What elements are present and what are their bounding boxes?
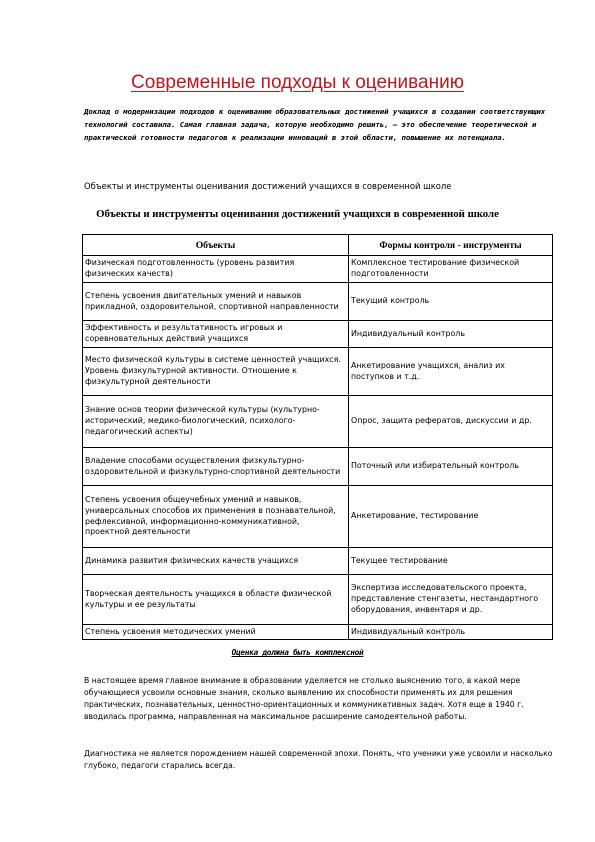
- table-row: [83, 625, 553, 640]
- assessment-heading: Оценка должна быть комплексной: [231, 648, 364, 657]
- table-cell-object: Динамика развития физических качеств учащихся: [83, 548, 349, 575]
- table-row: [83, 448, 553, 486]
- section-subtitle-plain: Объекты и инструменты оценивания достижений учащихся в современной школе: [84, 181, 452, 191]
- objects-instruments-table: [82, 234, 553, 640]
- table-cell-instrument: Текущий контроль: [349, 283, 553, 321]
- table-header-row: [83, 235, 553, 256]
- table-caption: Объекты и инструменты оценивания достижений учащихся в современной школе: [96, 208, 499, 220]
- body-paragraph: Диагностика не является порождением нашей современной эпохи. Понять, что ученики уже усвоили и насколько глубоко, педагоги старались всегда.: [84, 749, 553, 770]
- table-cell-instrument: Поточный или избирательный контроль: [349, 448, 553, 486]
- table-cell-object: Владение способами осуществления физкультурно-оздоровительной и физкультурно-спортивной деятельности: [83, 448, 349, 486]
- table-row: [83, 321, 553, 348]
- body-paragraph: В настоящее время главное внимание в образовании уделяется не столько выяснению того, в какой мере обучающиеся усвоили основные знания, сколько выявлению их способности применять их для решения практических, познавательных, ценностно-ориентационных и коммуникативных задач. Хотя еще в 1940 г. вводилась программа, направленная на максимальное расширение самодеятельной работы.: [84, 676, 524, 721]
- table-row: [83, 396, 553, 448]
- table-row: [83, 256, 553, 283]
- table-cell-instrument: Текущее тестирование: [349, 548, 553, 575]
- table-cell-object: Творческая деятельность учащихся в области физической культуры и ее результаты: [83, 575, 349, 625]
- table-cell-instrument: Комплексное тестирование физической подготовленности: [349, 256, 553, 283]
- table-cell-object: Эффективность и результативность игровых и соревновательных действий учащихся: [83, 321, 349, 348]
- table-cell-object: Место физической культуры в системе ценностей учащихся. Уровень физкультурной активности. Отношение к физкультурной деятельности: [83, 348, 349, 396]
- table-cell-object: Знание основ теории физической культуры (культурно-исторический, медико-биологический, психолого-педагогический аспекты): [83, 396, 349, 448]
- column-header-instruments: Формы контроля - инструменты: [349, 235, 553, 256]
- table-row: [83, 548, 553, 575]
- table-cell-object: Степень усвоения двигательных умений и навыков прикладной, оздоровительной, спортивной направленности: [83, 283, 349, 321]
- table-cell-object: Физическая подготовленность (уровень развития физических качеств): [83, 256, 349, 283]
- table-row: [83, 348, 553, 396]
- page-title: Современные подходы к оцениванию: [131, 72, 464, 93]
- column-header-objects: Объекты: [83, 235, 349, 256]
- table-cell-instrument: Экспертиза исследовательского проекта, представление стенгазеты, нестандартного оборудования, инвентаря и др.: [349, 575, 553, 625]
- table-cell-object: Степень усвоения общеучебных умений и навыков, универсальных способов их применения в познавательной, рефлексивной, информационно-коммуникативной, проектной деятельности: [83, 486, 349, 548]
- table-cell-instrument: Индивидуальный контроль: [349, 625, 553, 640]
- table-cell-instrument: Индивидуальный контроль: [349, 321, 553, 348]
- table-cell-object: Степень усвоения методических умений: [83, 625, 349, 640]
- table-row: [83, 575, 553, 625]
- table-row: [83, 283, 553, 321]
- table-cell-instrument: Опрос, защита рефератов, дискуссии и др.: [349, 396, 553, 448]
- table-cell-instrument: Анкетирование учащихся, анализ их поступков и т.д.: [349, 348, 553, 396]
- table-row: [83, 486, 553, 548]
- table-cell-instrument: Анкетирование, тестирование: [349, 486, 553, 548]
- intro-paragraph: Доклад о модернизации подходов к оцениванию образовательных достижений учащихся в создании соответствующих технологий составила. Самая главная задача, которую необходимо решить, – это обеспечение теоретической и практической готовности педагогов к реализации инноваций в этой области, повышение их потенциала.: [84, 107, 546, 142]
